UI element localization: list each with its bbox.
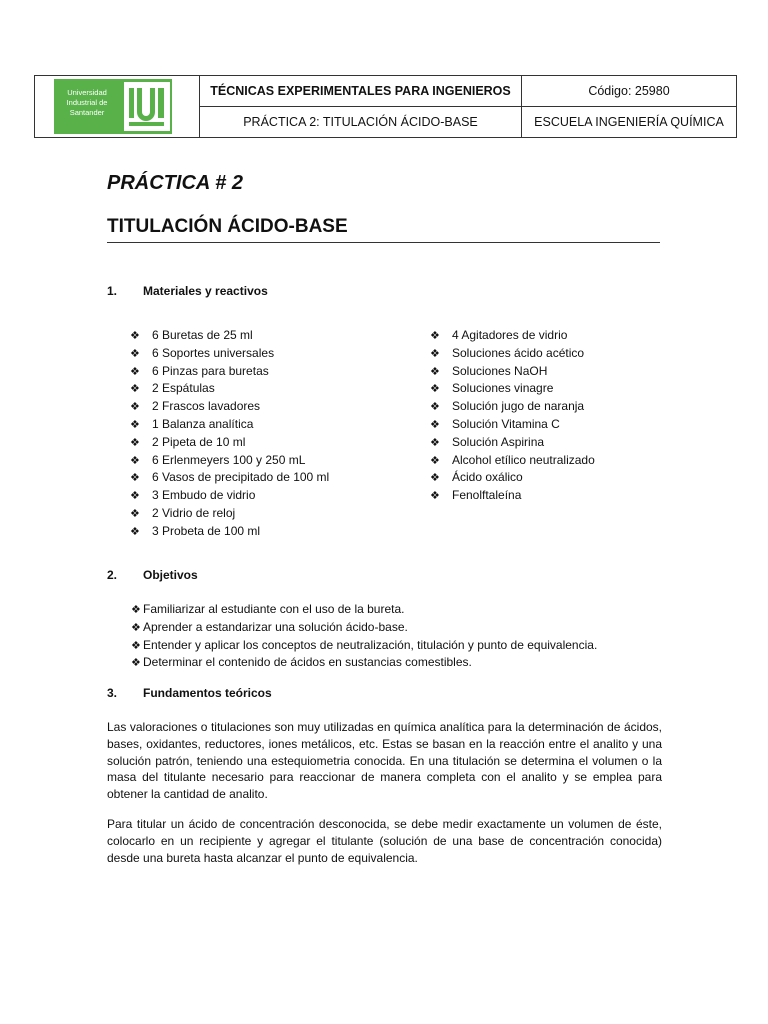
section-heading-objectives bbox=[107, 568, 198, 582]
diamond-bullet-icon: ❖ bbox=[430, 330, 440, 342]
university-name bbox=[54, 88, 120, 118]
diamond-bullet-icon: ❖ bbox=[130, 330, 140, 342]
document-header-table bbox=[34, 75, 737, 138]
diamond-bullet-icon: ❖ bbox=[430, 436, 440, 449]
header-row-1 bbox=[200, 76, 736, 107]
section-title: Fundamentos teóricos bbox=[143, 686, 272, 700]
list-item: ❖ 6 Pinzas para buretas bbox=[130, 363, 329, 381]
diamond-bullet-icon: ❖ bbox=[130, 383, 140, 396]
section-number: 1. bbox=[107, 284, 118, 298]
title-divider bbox=[107, 242, 660, 243]
university-logo bbox=[54, 79, 172, 134]
course-code: Código: 25980 bbox=[588, 84, 670, 98]
list-item: ❖ 6 Erlenmeyers 100 y 250 mL bbox=[130, 452, 329, 470]
list-item: ❖ Aprender a estandarizar una solución ácido-base. bbox=[131, 619, 597, 637]
list-item: ❖ Soluciones ácido acético bbox=[430, 345, 595, 363]
list-item: ❖ 6 Buretas de 25 ml bbox=[130, 327, 329, 345]
diamond-bullet-icon: ❖ bbox=[130, 418, 140, 431]
list-item: ❖ Solución Aspirina bbox=[430, 434, 595, 452]
diamond-bullet-icon: ❖ bbox=[430, 490, 440, 503]
objectives-list bbox=[131, 601, 597, 672]
list-item: ❖ 6 Soportes universales bbox=[130, 345, 329, 363]
diamond-bullet-icon: ❖ bbox=[131, 657, 141, 670]
section-title: Materiales y reactivos bbox=[143, 284, 268, 298]
list-item: ❖ Familiarizar al estudiante con el uso de la bureta. bbox=[131, 601, 597, 619]
list-item: ❖ 2 Espátulas bbox=[130, 380, 329, 398]
list-item: ❖ Solución Vitamina C bbox=[430, 416, 595, 434]
diamond-bullet-icon: ❖ bbox=[130, 525, 140, 538]
list-item: ❖ Solución jugo de naranja bbox=[430, 398, 595, 416]
list-item: ❖ 6 Vasos de precipitado de 100 ml bbox=[130, 469, 329, 487]
diamond-bullet-icon: ❖ bbox=[430, 383, 440, 396]
section-number: 3. bbox=[107, 686, 118, 700]
diamond-bullet-icon: ❖ bbox=[430, 347, 440, 360]
section-title: Objetivos bbox=[143, 568, 198, 582]
school-name: ESCUELA INGENIERÍA QUÍMICA bbox=[534, 115, 724, 129]
diamond-bullet-icon: ❖ bbox=[130, 472, 140, 485]
diamond-bullet-icon: ❖ bbox=[430, 401, 440, 414]
theory-paragraph: Para titular un ácido de concentración desconocida, se debe medir exactamente un volumen de éste, colocarlo en un recipiente y agregar el titulante (solución de una base de concentración conocida) desde una bureta hasta alcanzar el punto de equivalencia. bbox=[107, 817, 662, 865]
diamond-bullet-icon: ❖ bbox=[131, 639, 141, 652]
university-name-line: Universidad bbox=[67, 88, 107, 97]
diamond-bullet-icon: ❖ bbox=[130, 347, 140, 360]
diamond-bullet-icon: ❖ bbox=[131, 621, 141, 634]
practice-title: PRÁCTICA 2: TITULACIÓN ÁCIDO-BASE bbox=[200, 107, 522, 137]
list-item: ❖ 2 Vidrio de reloj bbox=[130, 505, 329, 523]
list-item: ❖ 1 Balanza analítica bbox=[130, 416, 329, 434]
diamond-bullet-icon: ❖ bbox=[130, 401, 140, 414]
university-name-line: Industrial de bbox=[66, 98, 108, 107]
list-item: ❖ Determinar el contenido de ácidos en sustancias comestibles. bbox=[131, 654, 597, 672]
list-item: ❖ Alcohol etílico neutralizado bbox=[430, 452, 595, 470]
diamond-bullet-icon: ❖ bbox=[130, 436, 140, 449]
uis-mark-icon bbox=[124, 82, 170, 131]
university-name-line: Santander bbox=[69, 108, 105, 117]
diamond-bullet-icon: ❖ bbox=[130, 507, 140, 520]
diamond-bullet-icon: ❖ bbox=[130, 490, 140, 503]
practice-number-heading: PRÁCTICA # 2 bbox=[107, 172, 243, 194]
diamond-bullet-icon: ❖ bbox=[430, 365, 440, 378]
list-item: ❖ 2 Frascos lavadores bbox=[130, 398, 329, 416]
section-number: 2. bbox=[107, 568, 118, 582]
logo-cell bbox=[35, 76, 200, 137]
diamond-bullet-icon: ❖ bbox=[131, 604, 141, 616]
practice-topic-heading: TITULACIÓN ÁCIDO-BASE bbox=[107, 216, 348, 237]
list-item: ❖ Entender y aplicar los conceptos de neutralización, titulación y punto de equivalencia. bbox=[131, 637, 597, 655]
list-item: ❖ 2 Pipeta de 10 ml bbox=[130, 434, 329, 452]
list-item: ❖ 3 Probeta de 100 ml bbox=[130, 523, 329, 541]
list-item: ❖ Fenolftaleína bbox=[430, 487, 595, 505]
list-item: ❖ Ácido oxálico bbox=[430, 469, 595, 487]
course-title: TÉCNICAS EXPERIMENTALES PARA INGENIEROS bbox=[200, 76, 522, 106]
diamond-bullet-icon: ❖ bbox=[430, 454, 440, 467]
diamond-bullet-icon: ❖ bbox=[430, 472, 440, 485]
list-item: ❖ Soluciones NaOH bbox=[430, 363, 595, 381]
section-heading-theory bbox=[107, 686, 272, 700]
diamond-bullet-icon: ❖ bbox=[130, 454, 140, 467]
diamond-bullet-icon: ❖ bbox=[130, 365, 140, 378]
diamond-bullet-icon: ❖ bbox=[430, 418, 440, 431]
materials-list-left bbox=[130, 327, 329, 541]
materials-list-right bbox=[430, 327, 595, 505]
list-item: ❖ 3 Embudo de vidrio bbox=[130, 487, 329, 505]
section-heading-materials bbox=[107, 284, 268, 298]
list-item: ❖ Soluciones vinagre bbox=[430, 380, 595, 398]
theory-paragraph: Las valoraciones o titulaciones son muy utilizadas en química analítica para la determinación de ácidos, bases, oxidantes, reductores, iones metálicos, etc. Estas se basan en la reacción entre el analito y una solución patrón, teniendo una estequiometria conocida. En una titulación se determina el volumen o la masa del titulante necesario para reaccionar de manera completa con el analito y se emplea para obtener la cantidad de analito. bbox=[107, 720, 662, 802]
header-row-2 bbox=[200, 107, 736, 137]
list-item: ❖ 4 Agitadores de vidrio bbox=[430, 327, 595, 345]
